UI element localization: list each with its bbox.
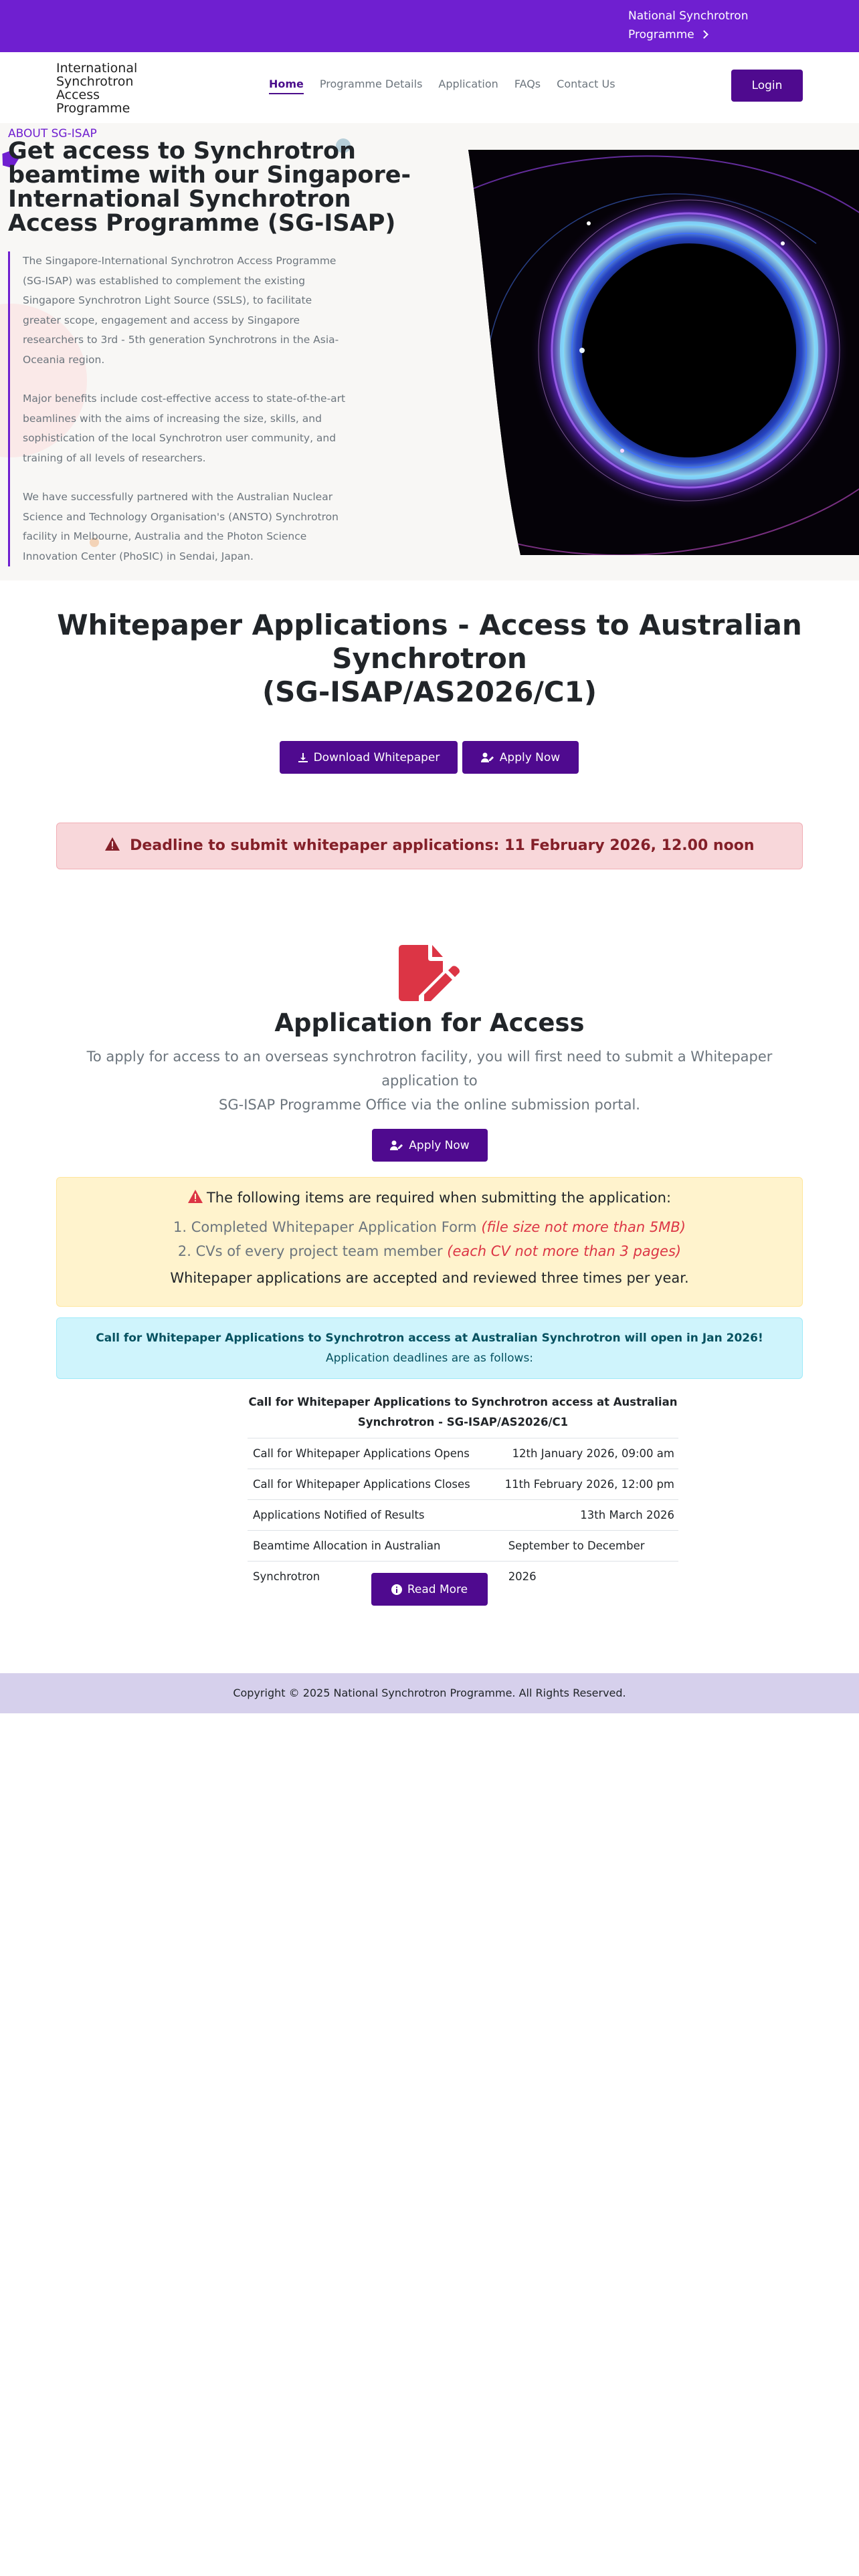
schedule-caption-line1: Call for Whitepaper Applications to Synchrotron access at Australian [248,1396,678,1408]
logo-line: Synchrotron [56,74,134,89]
nav-item-programme-details[interactable]: Programme Details [319,78,423,90]
schedule-value: September to December 2026 [508,1539,645,1583]
apply-now-button-secondary[interactable] [372,1129,488,1162]
download-whitepaper-label: Download Whitepaper [313,750,440,764]
national-synchrotron-programme-link[interactable] [628,7,762,44]
logo-line: International [56,61,138,76]
table-row [248,1500,678,1531]
download-whitepaper-button[interactable] [280,741,458,774]
hero-paragraph: We have successfully partnered with the Australian Nuclear Science and Technology Organisation's (ANSTO) Synchrotron facility in Melbourne, Australia and the Photon Science Innovation Center (PhoSIC) in Sendai, Japan. [23,491,339,562]
site-logo[interactable] [56,62,137,115]
page-footer [0,1673,859,1713]
chevron-right-icon [700,30,708,39]
call-info-sub: Application deadlines are as follows: [325,1352,534,1365]
requirements-alert [56,1177,803,1307]
nav-item-application[interactable]: Application [438,78,498,90]
national-programme-link-label: National Synchrotron Programme [628,9,749,41]
top-banner [0,0,859,52]
application-lead [56,1045,803,1117]
user-pen-icon [390,1140,403,1151]
list-item [57,1239,802,1263]
schedule-label: Call for Whitepaper Applications Closes [253,1478,470,1491]
requirements-list [57,1215,802,1263]
copyright-text: Copyright © 2025 National Synchrotron Programme. All Rights Reserved. [233,1687,626,1699]
hero-title: Get access to Synchrotron beamtime with our Singapore-International Synchrotron Access Programme (SG-ISAP) [8,138,411,237]
hero-paragraph: Major benefits include cost-effective access to state-of-the-art beamlines with the aims of increasing the size, skills, and sophistication of the local Synchrotron user community, and training of all levels of researchers. [23,393,346,464]
list-item [57,1215,802,1239]
call-info-headline: Call for Whitepaper Applications to Synchrotron access at Australian Synchrotron will open in Jan 2026! [96,1331,763,1345]
deadline-alert [56,823,803,869]
schedule-table [248,1390,678,1583]
logo-line: Programme [56,101,130,116]
warning-triangle-icon [105,837,120,851]
schedule-label: Applications Notified of Results [253,1509,425,1521]
nav-item-faqs[interactable]: FAQs [514,78,541,90]
apply-now-label: Apply Now [499,750,561,764]
whitepaper-title-line2: (SG-ISAP/AS2026/C1) [262,675,597,708]
table-row [248,1531,678,1583]
hero-eyebrow: ABOUT SG-ISAP [8,127,97,140]
user-pen-icon [481,752,494,763]
document-edit-icon [399,945,460,1001]
schedule-label: Beamtime Allocation in Australian Synchrotron [253,1539,441,1583]
application-lead-line1: To apply for access to an overseas synchrotron facility, you will first need to submit a Whitepaper application to [86,1049,773,1089]
requirements-intro [57,1190,802,1206]
warning-triangle-icon [188,1190,203,1203]
main-navbar [0,52,859,123]
hero-paragraph: The Singapore-International Synchrotron Access Programme (SG-ISAP) was established to complement the existing Singapore Synchrotron Light Source (SSLS), to facilitate greater scope, engagement and access by Singapore researchers to 3rd - 5th generation Synchrotrons in the Asia-Oceania region. [23,255,339,366]
logo-line: Access [56,88,100,102]
schedule-value: 11th February 2026, 12:00 pm [504,1478,674,1491]
deadline-text: Deadline to submit whitepaper applications: 11 February 2026, 12.00 noon [130,837,755,854]
table-row [248,1469,678,1500]
nav-item-contact-us[interactable]: Contact Us [557,78,615,90]
table-row [248,1438,678,1469]
schedule-value: 13th March 2026 [580,1509,674,1521]
schedule-caption-line2: Synchrotron - SG-ISAP/AS2026/C1 [357,1416,569,1428]
schedule-caption [248,1390,678,1438]
apply-now-label: Apply Now [409,1138,470,1152]
schedule-label: Call for Whitepaper Applications Opens [253,1447,470,1460]
hero-body [8,251,347,566]
read-more-button[interactable] [371,1573,488,1606]
requirement-note: (each CV not more than 3 pages) [447,1243,682,1259]
nav-menu [269,78,632,94]
schedule-value: 12th January 2026, 09:00 am [512,1447,674,1460]
application-title: Application for Access [274,1008,585,1037]
download-icon [298,752,308,763]
call-info-alert [56,1317,803,1379]
read-more-label: Read More [407,1582,468,1596]
whitepaper-title [56,609,803,709]
hero-section [0,123,859,580]
requirements-intro-text: The following items are required when submitting the application: [206,1190,672,1206]
requirements-footer: Whitepaper applications are accepted and reviewed three times per year. [170,1270,689,1286]
requirement-note: (file size not more than 5MB) [481,1219,686,1235]
info-circle-icon [391,1584,402,1595]
apply-now-button[interactable] [462,741,579,774]
whitepaper-title-line1: Whitepaper Applications - Access to Australian Synchrotron [57,609,802,675]
requirement-text: 2. CVs of every project team member [177,1243,443,1259]
application-lead-line2: SG-ISAP Programme Office via the online submission portal. [219,1097,640,1113]
synchrotron-ring-image [468,150,859,555]
requirement-text: 1. Completed Whitepaper Application Form [173,1219,477,1235]
whitepaper-actions [280,741,579,774]
login-button[interactable]: Login [731,70,803,102]
nav-item-home[interactable]: Home [269,78,304,94]
